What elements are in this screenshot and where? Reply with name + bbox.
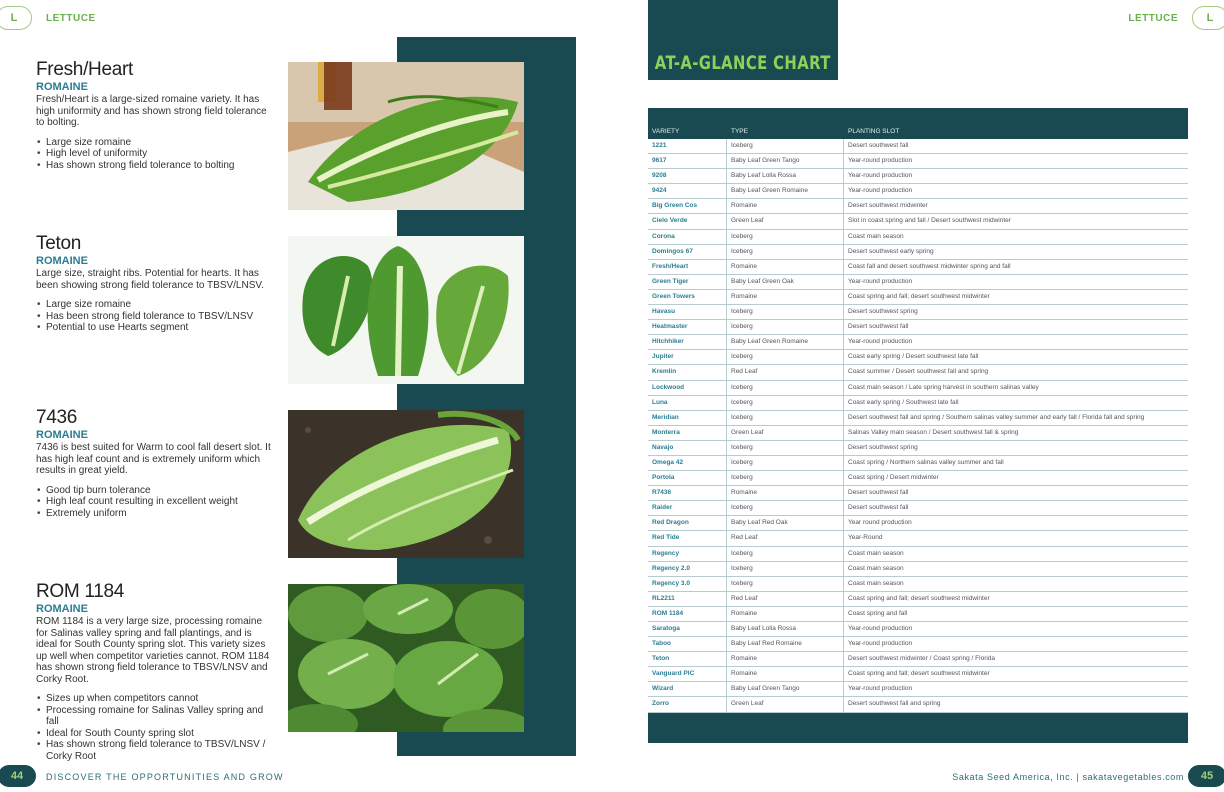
table-row: [648, 547, 1188, 562]
cell-variety: Red Tide: [648, 531, 727, 545]
cell-planting-slot: Desert southwest fall: [848, 323, 909, 331]
cell-type: Romaine: [727, 652, 844, 666]
variety-name: 7436: [36, 407, 78, 428]
variety-block: [36, 408, 272, 519]
variety-name: Fresh/Heart: [36, 59, 134, 80]
table-row: [648, 245, 1188, 260]
cell-variety: Regency: [648, 547, 727, 561]
cell-planting-slot: Year-round production: [848, 277, 913, 285]
variety-photo-fresh-heart: [288, 62, 524, 210]
variety-type: ROMAINE: [36, 603, 88, 615]
cell-variety: Lockwood: [648, 381, 727, 395]
cell-variety: Taboo: [648, 637, 727, 651]
cell-variety: Green Tiger: [648, 275, 727, 289]
cell-variety: Regency 2.0: [648, 562, 727, 576]
cell-variety: Teton: [648, 652, 727, 666]
table-row: [648, 230, 1188, 245]
variety-block: [36, 60, 272, 171]
cell-planting-slot: Coast spring and fall: [848, 609, 908, 617]
cell-type: Iceberg: [727, 411, 844, 425]
cell-type: Iceberg: [727, 547, 844, 561]
column-header-type: TYPE: [731, 128, 748, 135]
cell-type: Baby Leaf Green Tango: [727, 682, 844, 696]
cell-variety: Wizard: [648, 682, 727, 696]
cell-type: Baby Leaf Red Oak: [727, 516, 844, 530]
cell-type: Iceberg: [727, 562, 844, 576]
bullet-item: • High leaf count resulting in excellent weight: [36, 496, 272, 508]
cell-planting-slot: Coast spring / Desert midwinter: [848, 474, 939, 482]
cell-type: Romaine: [727, 667, 844, 681]
cell-planting-slot: Desert southwest fall and spring: [848, 700, 941, 708]
table-row: [648, 305, 1188, 320]
cell-type: Romaine: [727, 260, 844, 274]
cell-variety: Havasu: [648, 305, 727, 319]
bullet-item: • Has been strong field tolerance to TBSV/LNSV: [36, 311, 272, 323]
footer-tagline: DISCOVER THE OPPORTUNITIES AND GROW: [46, 772, 284, 782]
cell-planting-slot: Desert southwest fall: [848, 489, 909, 497]
cell-type: Iceberg: [727, 350, 844, 364]
cell-type: Red Leaf: [727, 365, 844, 379]
variety-block: [36, 582, 272, 762]
cell-type: Baby Leaf Lolla Rossa: [727, 169, 844, 183]
bullet-item: • Ideal for South County spring slot: [36, 728, 272, 740]
variety-bullets: [36, 485, 272, 520]
bullet-item: • Has shown strong field tolerance to TBSV/LNSV / Corky Root: [36, 739, 272, 762]
cell-type: Iceberg: [727, 396, 844, 410]
cell-planting-slot: Coast main season: [848, 579, 904, 587]
cell-type: Iceberg: [727, 320, 844, 334]
table-row: [648, 486, 1188, 501]
cell-type: Baby Leaf Red Romaine: [727, 637, 844, 651]
cell-variety: 9424: [648, 184, 727, 198]
cell-type: Romaine: [727, 199, 844, 213]
table-row: [648, 622, 1188, 637]
table-row: [648, 320, 1188, 335]
cell-variety: Navajo: [648, 441, 727, 455]
table-row: [648, 592, 1188, 607]
cell-planting-slot: Year-round production: [848, 640, 913, 648]
variety-bullets: [36, 137, 272, 172]
table-row: [648, 577, 1188, 592]
cell-variety: Zorro: [648, 697, 727, 711]
table-row: [648, 667, 1188, 682]
section-tab-right: L: [1192, 6, 1224, 30]
table-row: [648, 199, 1188, 214]
cell-type: Iceberg: [727, 230, 844, 244]
cell-type: Iceberg: [727, 305, 844, 319]
cell-planting-slot: Coast main season: [848, 549, 904, 557]
cell-type: Baby Leaf Green Tango: [727, 154, 844, 168]
cell-type: Green Leaf: [727, 214, 844, 228]
cell-type: Baby Leaf Green Romaine: [727, 184, 844, 198]
cell-planting-slot: Coast spring and fall; desert southwest midwinter: [848, 670, 990, 678]
variety-photo-7436: [288, 410, 524, 558]
cell-type: Romaine: [727, 290, 844, 304]
bullet-item: • Has shown strong field tolerance to bolting: [36, 160, 272, 172]
section-title-left: LETTUCE: [46, 13, 96, 24]
variety-type: ROMAINE: [36, 81, 88, 93]
table-row: [648, 169, 1188, 184]
cell-variety: Domingos 67: [648, 245, 727, 259]
table-row: [648, 516, 1188, 531]
cell-type: Iceberg: [727, 381, 844, 395]
cell-planting-slot: Coast spring and fall; desert southwest midwinter: [848, 292, 990, 300]
cell-variety: Cielo Verde: [648, 214, 727, 228]
cell-planting-slot: Coast main season: [848, 232, 904, 240]
bullet-item: • Large size romaine: [36, 299, 272, 311]
table-row: [648, 637, 1188, 652]
cell-variety: Vanguard PIC: [648, 667, 727, 681]
bullet-item: • Sizes up when competitors cannot: [36, 693, 272, 705]
cell-planting-slot: Year-round production: [848, 157, 913, 165]
cell-type: Red Leaf: [727, 531, 844, 545]
table-row: [648, 652, 1188, 667]
table-row: [648, 154, 1188, 169]
cell-variety: Jupiter: [648, 350, 727, 364]
cell-variety: Big Green Cos: [648, 199, 727, 213]
cell-planting-slot: Coast summer / Desert southwest fall and spring: [848, 368, 989, 376]
cell-variety: Corona: [648, 230, 727, 244]
cell-planting-slot: Year-Round: [848, 534, 883, 542]
bullet-item: • Large size romaine: [36, 137, 272, 149]
column-header-variety: VARIETY: [652, 128, 680, 135]
variety-photo-rom-1184: [288, 584, 524, 732]
table-row: [648, 411, 1188, 426]
cell-planting-slot: Coast main season / Late spring harvest in southern salinas valley: [848, 383, 1039, 391]
table-row: [648, 335, 1188, 350]
cell-planting-slot: Year-round production: [848, 625, 913, 632]
cell-variety: 9208: [648, 169, 727, 183]
cell-planting-slot: Year round production: [848, 519, 912, 527]
cell-variety: Omega 42: [648, 456, 727, 470]
table-row: [648, 682, 1188, 697]
cell-type: Iceberg: [727, 456, 844, 470]
cell-planting-slot: Desert southwest fall: [848, 142, 909, 149]
cell-variety: Kremlin: [648, 365, 727, 379]
footer-company: Sakata Seed America, Inc. | sakatavegetables.com: [952, 772, 1184, 782]
table-row: [648, 365, 1188, 380]
cell-variety: 9617: [648, 154, 727, 168]
cell-planting-slot: Slot in coast spring and fall / Desert southwest midwinter: [848, 217, 1011, 225]
table-row: [648, 381, 1188, 396]
cell-planting-slot: Desert southwest midwinter / Coast spring / Florida: [848, 655, 996, 663]
cell-type: Iceberg: [727, 441, 844, 455]
cell-variety: R7436: [648, 486, 727, 500]
cell-type: Iceberg: [727, 577, 844, 591]
cell-variety: Heatmaster: [648, 320, 727, 334]
cell-type: Iceberg: [727, 471, 844, 485]
page-number-left: 44: [0, 765, 36, 787]
variety-description: 7436 is best suited for Warm to cool fall desert slot. It has high leaf count and is extremely uniform which results in great yield.: [36, 442, 271, 476]
table-row: [648, 456, 1188, 471]
table-row: [648, 214, 1188, 229]
cell-type: Baby Leaf Green Oak: [727, 275, 844, 289]
cell-type: Romaine: [727, 486, 844, 500]
cell-planting-slot: Salinas Valley main season / Desert southwest fall & spring: [848, 428, 1019, 436]
cell-type: Iceberg: [727, 139, 844, 153]
cell-type: Green Leaf: [727, 426, 844, 440]
cell-type: Baby Leaf Lolla Rossa: [727, 622, 844, 636]
table-header: [648, 125, 1188, 139]
chart-title: AT-A-GLANCE CHART: [655, 52, 831, 74]
cell-planting-slot: Coast early spring / Desert southwest late fall: [848, 353, 979, 361]
cell-type: Red Leaf: [727, 592, 844, 606]
section-title-right: LETTUCE: [1128, 13, 1178, 24]
variety-description: Fresh/Heart is a large-sized romaine variety. It has high uniformity and has shown strong field tolerance to bolting.: [36, 94, 267, 128]
bullet-item: • Processing romaine for Salinas Valley spring and fall: [36, 705, 272, 728]
cell-variety: Monterra: [648, 426, 727, 440]
cell-planting-slot: Year-round production: [848, 172, 913, 180]
cell-planting-slot: Desert southwest spring: [848, 308, 918, 316]
page-number-right: 45: [1188, 765, 1224, 787]
cell-variety: Regency 3.0: [648, 577, 727, 591]
bullet-item: • High level of uniformity: [36, 148, 272, 160]
variety-description: Large size, straight ribs. Potential for hearts. It has been showing strong field tolerance to TBSV/LNSV.: [36, 268, 264, 291]
cell-planting-slot: Desert southwest early spring: [848, 247, 934, 255]
cell-variety: ROM 1184: [648, 607, 727, 621]
cell-type: Romaine: [727, 607, 844, 621]
table-row: [648, 184, 1188, 199]
chart-title-box: [648, 0, 838, 80]
cell-planting-slot: Year-round production: [848, 685, 913, 693]
at-a-glance-table: [648, 108, 1188, 743]
cell-variety: Luna: [648, 396, 727, 410]
variety-type: ROMAINE: [36, 429, 88, 441]
cell-type: Green Leaf: [727, 697, 844, 711]
cell-variety: Raider: [648, 501, 727, 515]
table-row: [648, 441, 1188, 456]
variety-description: ROM 1184 is a very large size, processing romaine for Salinas valley spring and fall plantings, and is ideal for South County spring slot. This variety sizes up well when competitor varieties cannot. ROM 1184 has shown strong field tolerance to TBSV/LNSV and Corky Root.: [36, 616, 270, 685]
cell-type: Baby Leaf Green Romaine: [727, 335, 844, 349]
cell-planting-slot: Coast fall and desert southwest midwinter spring and fall: [848, 262, 1011, 270]
cell-variety: Meridian: [648, 411, 727, 425]
table-row: [648, 290, 1188, 305]
cell-planting-slot: Coast spring and fall; desert southwest midwinter: [848, 594, 990, 602]
cell-planting-slot: Coast main season: [848, 564, 904, 572]
variety-block: [36, 234, 272, 334]
cell-variety: Portola: [648, 471, 727, 485]
cell-variety: 1221: [648, 139, 727, 153]
cell-planting-slot: Year-round production: [848, 187, 913, 195]
bullet-item: • Extremely uniform: [36, 508, 272, 520]
table-row: [648, 471, 1188, 486]
variety-name: ROM 1184: [36, 581, 125, 602]
cell-variety: Red Dragon: [648, 516, 727, 530]
table-row: [648, 139, 1188, 154]
table-row: [648, 426, 1188, 441]
variety-bullets: [36, 693, 272, 762]
cell-variety: Hitchhiker: [648, 335, 727, 349]
cell-variety: RL2211: [648, 592, 727, 606]
cell-planting-slot: Desert southwest spring: [848, 443, 918, 451]
cell-planting-slot: Desert southwest fall: [848, 504, 909, 512]
variety-name: Teton: [36, 233, 81, 254]
variety-type: ROMAINE: [36, 255, 88, 267]
table-row: [648, 275, 1188, 290]
table-row: [648, 396, 1188, 411]
table-row: [648, 350, 1188, 365]
table-row: [648, 531, 1188, 546]
table-row: [648, 697, 1188, 712]
table-row: [648, 562, 1188, 577]
cell-planting-slot: Year-round production: [848, 338, 913, 346]
bullet-item: • Potential to use Hearts segment: [36, 322, 272, 334]
section-tab-left: L: [0, 6, 32, 30]
table-row: [648, 607, 1188, 622]
bullet-item: • Good tip burn tolerance: [36, 485, 272, 497]
variety-bullets: [36, 299, 272, 334]
cell-variety: Fresh/Heart: [648, 260, 727, 274]
cell-planting-slot: Coast early spring / Southwest late fall: [848, 398, 959, 406]
variety-photo-teton: [288, 236, 524, 384]
cell-planting-slot: Desert southwest fall and spring / Southern salinas valley summer and early fall / Florida fall and spring: [848, 413, 1145, 421]
table-row: [648, 260, 1188, 275]
cell-variety: Green Towers: [648, 290, 727, 304]
cell-variety: Saratoga: [648, 622, 727, 636]
table-body: [648, 139, 1188, 713]
cell-type: Iceberg: [727, 245, 844, 259]
cell-type: Iceberg: [727, 501, 844, 515]
column-header-planting-slot: PLANTING SLOT: [848, 128, 900, 135]
cell-planting-slot: Desert southwest midwinter: [848, 202, 928, 210]
cell-planting-slot: Coast spring / Northern salinas valley summer and fall: [848, 458, 1004, 466]
table-row: [648, 501, 1188, 516]
